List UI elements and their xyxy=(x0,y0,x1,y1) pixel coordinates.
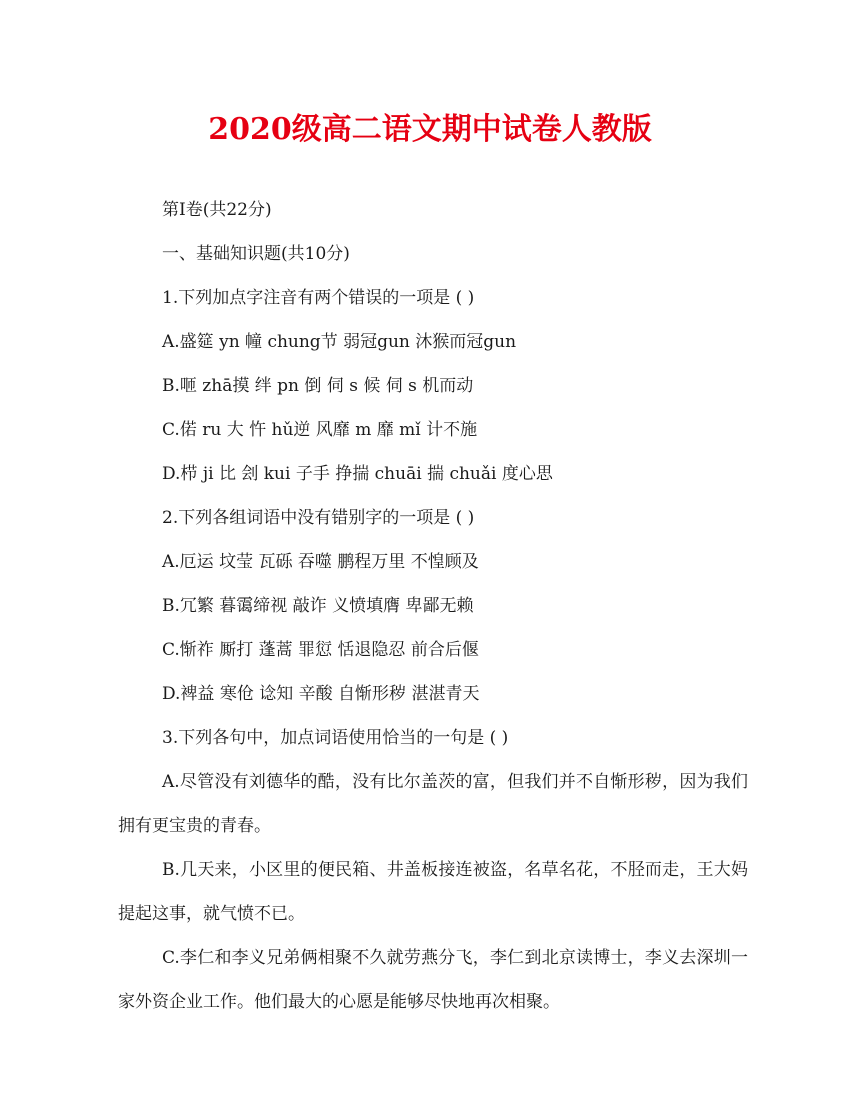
document-body xyxy=(118,188,748,1024)
document-title: 2020级高二语文期中试卷人教版 xyxy=(208,112,652,147)
question-1-option-c: C.偌 ru 大 忤 hǔ逆 风靡 m 靡 mǐ 计不施 xyxy=(162,420,478,440)
question-1-option-d: D.栉 ji 比 刽 kui 子手 挣揣 chuāi 揣 chuǎi 度心思 xyxy=(162,464,553,484)
section-heading: 第Ⅰ卷(共22分) xyxy=(162,200,272,220)
question-2-option-d: D.裨益 寒伧 谂知 辛酸 自惭形秽 湛湛青天 xyxy=(162,684,480,704)
question-2-option-c: C.惭祚 厮打 蓬蒿 罪愆 恬退隐忍 前合后偃 xyxy=(162,640,479,660)
question-1-option-a: A.盛筵 yn 幢 chung节 弱冠gun 沐猴而冠gun xyxy=(162,332,517,352)
question-3-option-a: A.尽管没有刘德华的酷，没有比尔盖茨的富，但我们并不自惭形秽，因为我们拥有更宝贵的青春。 xyxy=(118,772,748,836)
question-2-option-a: A.厄运 坟莹 瓦砾 吞噬 鹏程万里 不惶顾及 xyxy=(162,552,479,572)
question-1: 1.下列加点字注音有两个错误的一项是 ( ) xyxy=(162,288,475,308)
question-3: 3.下列各句中，加点词语使用恰当的一句是 ( ) xyxy=(162,728,509,748)
question-1-option-b: B.咂 zhā摸 绊 pn 倒 伺 s 候 伺 s 机而动 xyxy=(162,376,474,396)
question-3-option-b: B.几天来，小区里的便民箱、井盖板接连被盗，名草名花，不胫而走，王大妈提起这事，就气愤不已。 xyxy=(118,860,748,924)
question-3-option-c: C.李仁和李义兄弟俩相聚不久就劳燕分飞，李仁到北京读博士，李义去深圳一家外资企业工作。他们最大的心愿是能够尽快地再次相聚。 xyxy=(118,948,748,1012)
question-2: 2.下列各组词语中没有错别字的一项是 ( ) xyxy=(162,508,475,528)
part-heading: 一、基础知识题(共10分) xyxy=(162,244,350,264)
question-2-option-b: B.冗繁 暮霭缔视 敲诈 义愤填膺 卑鄙无赖 xyxy=(162,596,474,616)
